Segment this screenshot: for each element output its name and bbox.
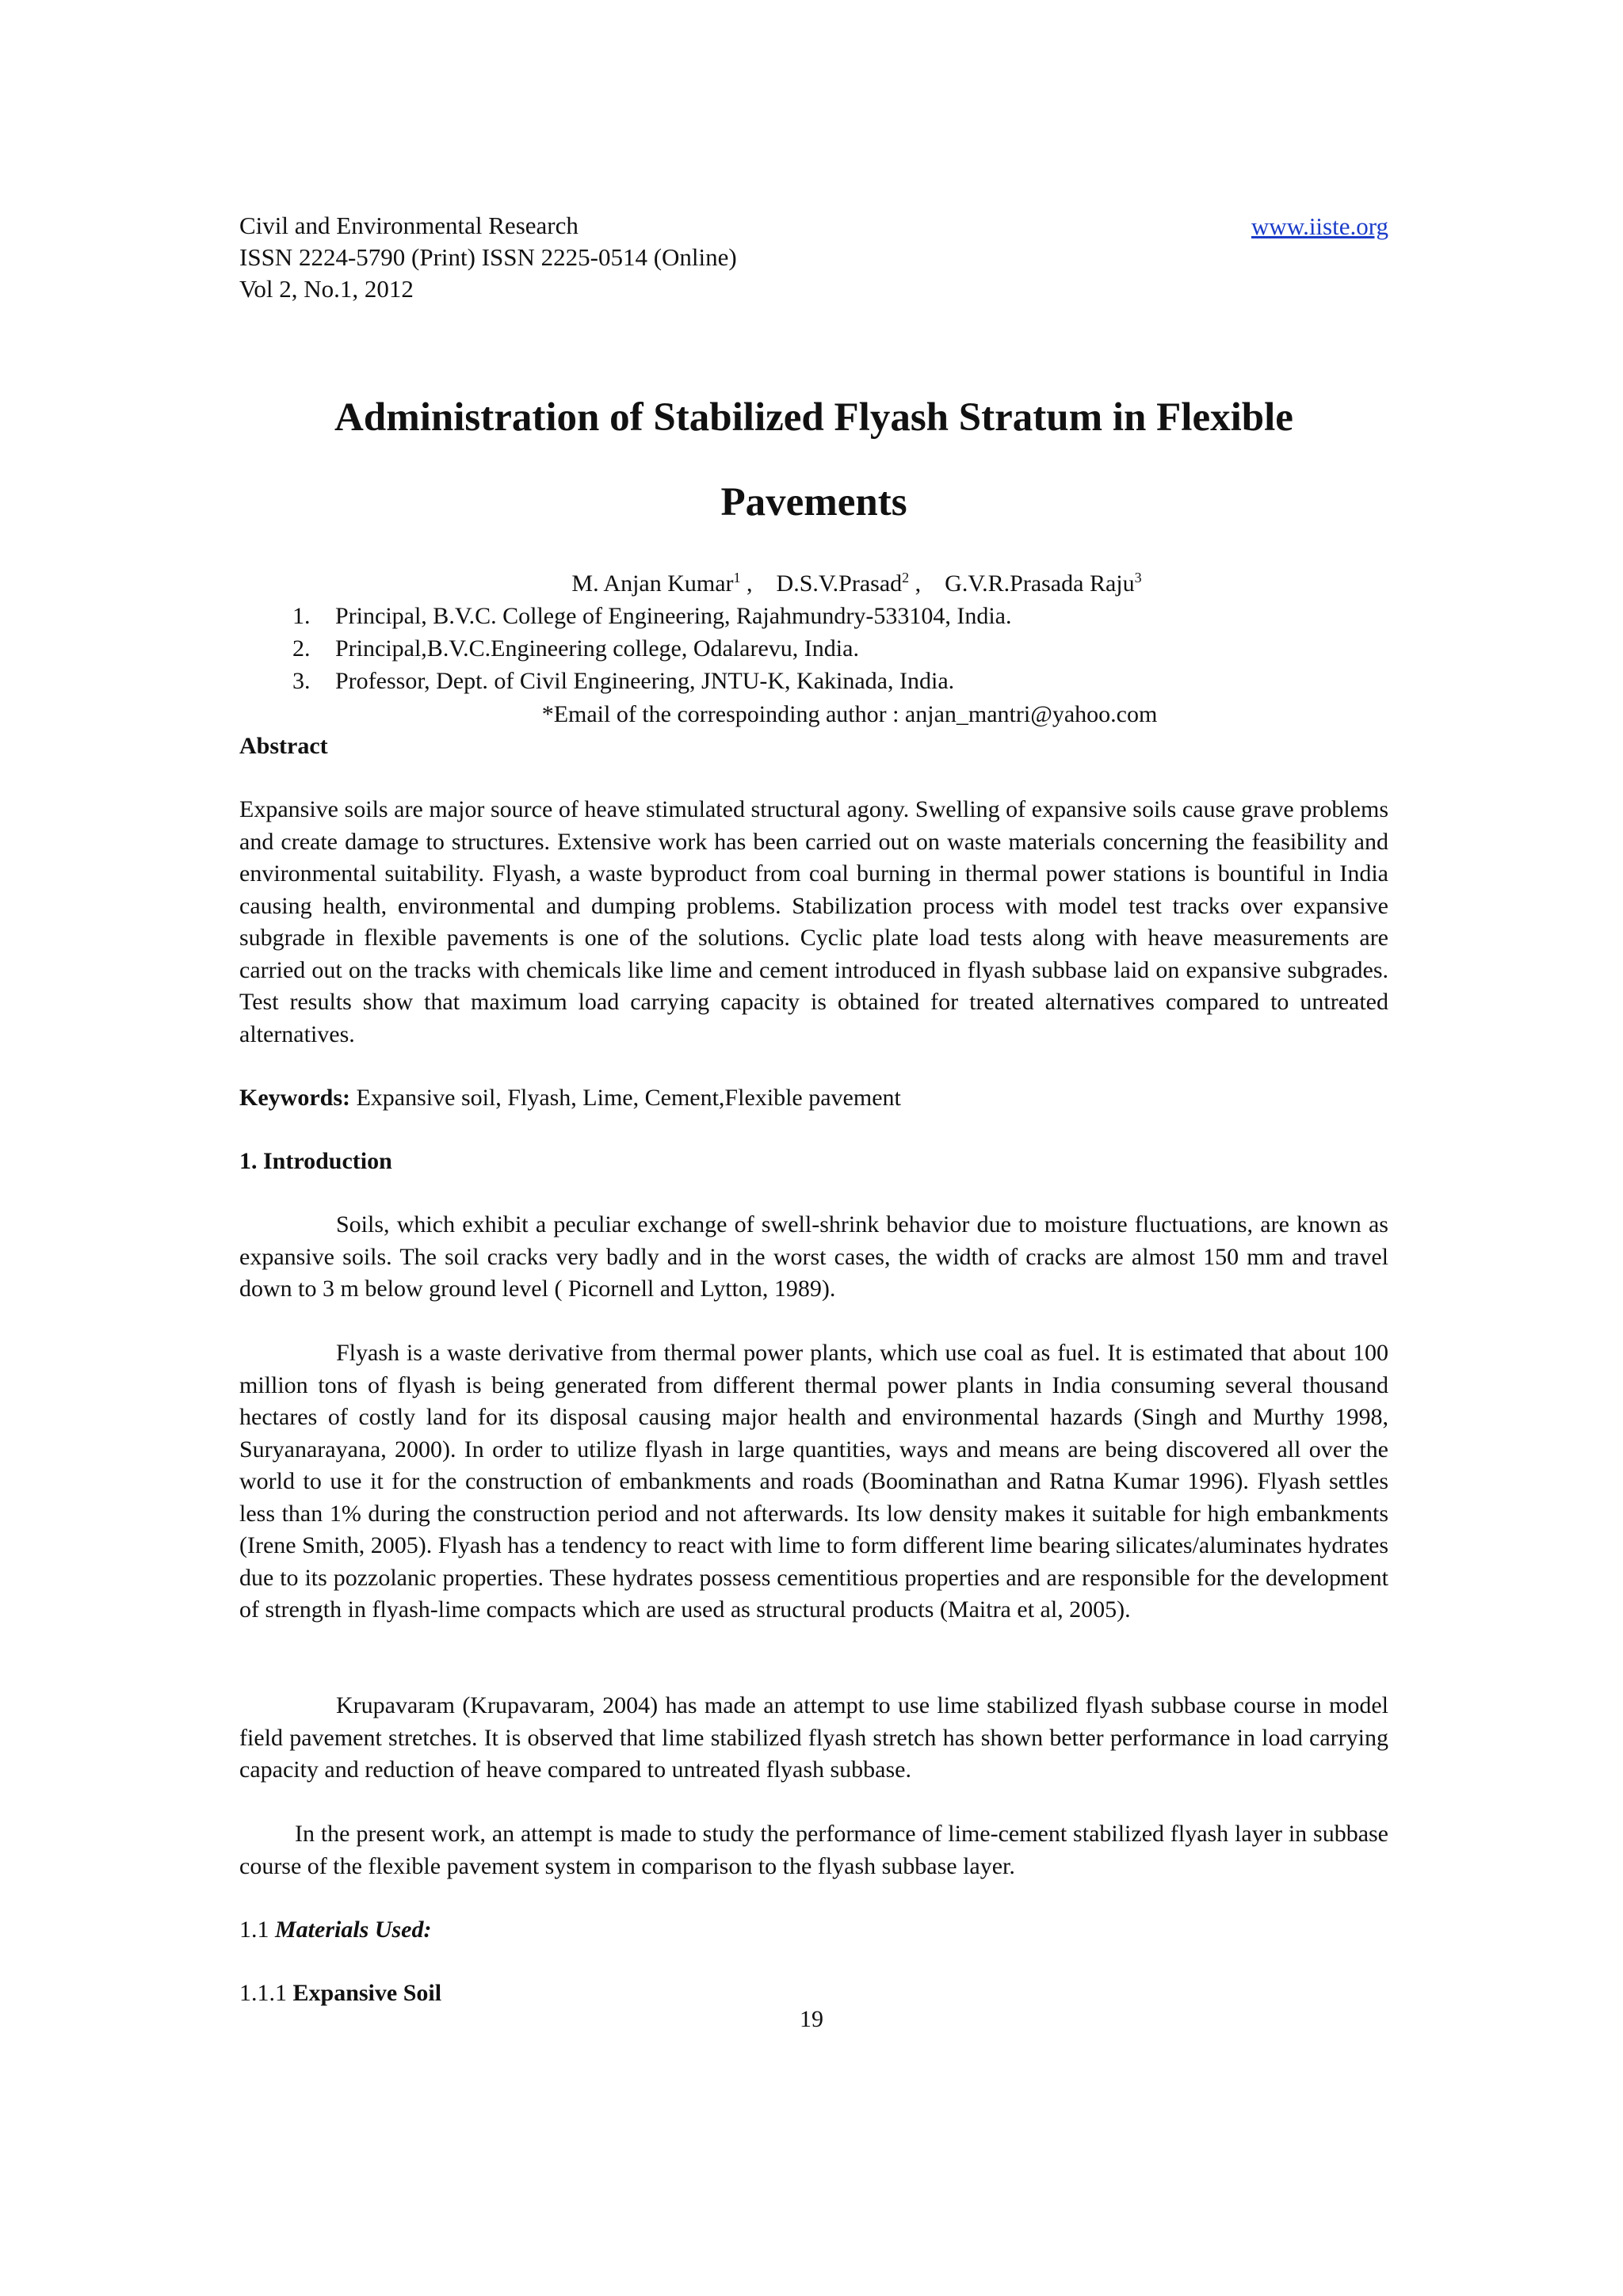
section-heading-introduction: 1. Introduction (239, 1148, 392, 1174)
author-2-sup: 2 (902, 570, 910, 585)
corresponding-email: *Email of the correspoinding author : anjan_mantri@yahoo.com (541, 701, 1158, 727)
subsection-number: 1.1.1 (239, 1980, 293, 2006)
paper-title-line-1: Administration of Stabilized Flyash Stratum in Flexible (334, 395, 1293, 440)
affiliation-text: Principal, B.V.C. College of Engineering, Rajahmundry-533104, India. (335, 603, 1012, 629)
intro-paragraph-2: Flyash is a waste derivative from thermal power plants, which use coal as fuel. It is estimated that about 100 million tons of flyash is being generated from different thermal power plants in India consuming several thousand hectares of costly land for its disposal causing major health and environmental hazards (Singh and Murthy 1998, Suryanarayana, 2000). In order to utilize flyash in large quantities, ways and means are being discovered all over the world to use it for the construction of embankments and roads (Boominathan and Ratna Kumar 1996). Flyash settles less than 1% during the construction period and not afterwards. Its low density makes it suitable for high embankments (Irene Smith, 2005). Flyash has a tendency to react with lime to form different lime bearing silicates/aluminates hydrates due to its pozzolanic properties. These hydrates possess cementitious properties and are responsible for the development of strength in flyash-lime compacts which are used as structural products (Maitra et al, 2005). (239, 1340, 1388, 1623)
author-separator: , (747, 570, 753, 597)
keywords-text: Expansive soil, Flyash, Lime, Cement,Flexible pavement (349, 1085, 901, 1111)
abstract-heading: Abstract (239, 733, 328, 759)
subsection-number: 1.1 (239, 1917, 275, 1943)
author-2: D.S.V.Prasad (776, 570, 903, 597)
subsection-label: Expansive Soil (292, 1980, 442, 2006)
keywords (239, 1082, 901, 1114)
subsection-materials-used (239, 1914, 432, 1946)
affiliation-text: Principal,B.V.C.Engineering college, Odalarevu, India. (335, 635, 859, 662)
keywords-label: Keywords: (239, 1085, 350, 1111)
affiliation-text: Professor, Dept. of Civil Engineering, JNTU-K, Kakinada, India. (335, 668, 955, 694)
journal-issn: ISSN 2224-5790 (Print) ISSN 2225-0514 (Online) (239, 243, 737, 271)
intro-paragraph-1: Soils, which exhibit a peculiar exchange of swell-shrink behavior due to moisture fluctuations, are known as expansive soils. The soil cracks very badly and in the worst cases, the width of cracks are almost 150 mm and travel down to 3 m below ground level ( Picornell and Lytton, 1989). (239, 1211, 1388, 1302)
author-list (239, 568, 1388, 600)
subsection-label: Materials Used: (275, 1917, 432, 1943)
subsection-expansive-soil (239, 1978, 441, 2009)
author-3: G.V.R.Prasada Raju (945, 570, 1135, 597)
page-number: 19 (800, 2006, 823, 2032)
abstract-text: Expansive soils are major source of heave stimulated structural agony. Swelling of expansive soils cause grave problems and create damage to structures. Extensive work has been carried out on waste materials concerning the feasibility and environmental suitability. Flyash, a waste byproduct from coal burning in thermal power stations is bountiful in India causing health, environmental and dumping problems. Stabilization process with model test tracks over expansive subgrade in flexible pavements is one of the solutions. Cyclic plate load tests along with heave measurements are carried out on the tracks with chemicals like lime and cement introduced in flyash subbase laid on expansive subgrades. Test results show that maximum load carrying capacity is obtained for treated alternatives compared to untreated alternatives. (239, 796, 1388, 1047)
journal-name: Civil and Environmental Research (239, 212, 579, 239)
website-link[interactable]: www.iiste.org (1251, 212, 1388, 240)
affiliation-number: 1. (292, 603, 311, 629)
author-separator: , (915, 570, 922, 597)
intro-paragraph-4: In the present work, an attempt is made to study the performance of lime-cement stabilized flyash layer in subbase course of the flexible pavement system in comparison to the flyash subbase layer. (239, 1821, 1388, 1879)
author-1-sup: 1 (733, 570, 741, 585)
intro-paragraph-3: Krupavaram (Krupavaram, 2004) has made an attempt to use lime stabilized flyash subbase course in model field pavement stretches. It is observed that lime stabilized flyash stretch has shown better performance in load carrying capacity and reduction of heave compared to untreated flyash subbase. (239, 1692, 1388, 1783)
journal-volume: Vol 2, No.1, 2012 (239, 275, 414, 303)
paper-title-line-2: Pavements (720, 480, 907, 524)
affiliation-number: 3. (292, 668, 311, 694)
author-1: M. Anjan Kumar (571, 570, 734, 597)
author-3-sup: 3 (1134, 570, 1142, 585)
affiliation-number: 2. (292, 635, 311, 662)
